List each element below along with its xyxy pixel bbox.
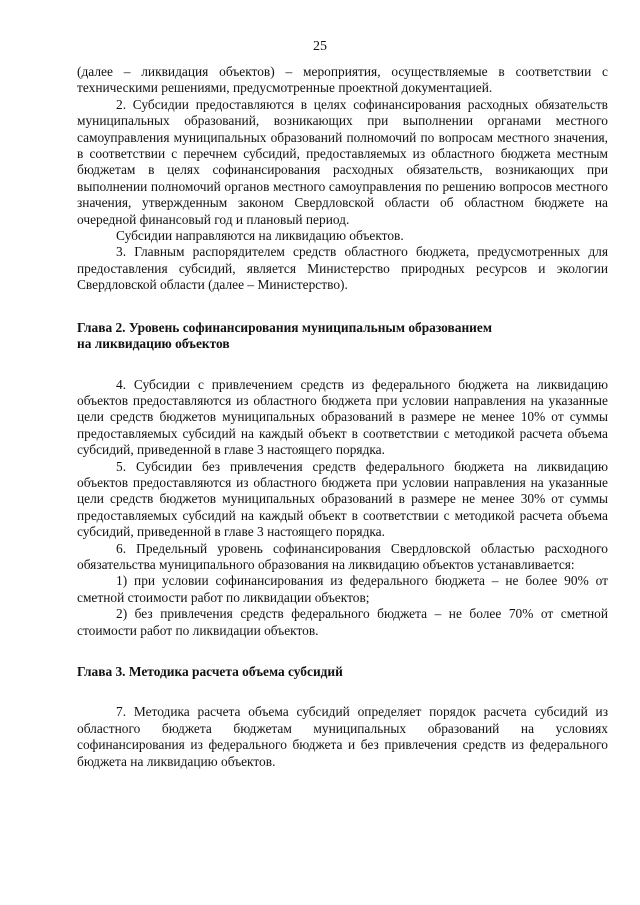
paragraph-7: 7. Методика расчета объема субсидий определяет порядок расчета субсидий из областного бюджета бюджетам муниципальных образований на условиях софинансирования из федерального бюджета и без привлечения средств из федерального бюджета на ликвидацию объектов. [77, 704, 608, 769]
spacer [77, 294, 608, 320]
chapter-3-heading: Глава 3. Методика расчета объема субсидий [77, 664, 343, 679]
page-number: 25 [313, 39, 327, 54]
spacer [77, 639, 608, 664]
paragraph-6-item-1: 1) при условии софинансирования из федерального бюджета – не более 90% от сметной стоимости работ по ликвидации объектов; [77, 573, 608, 605]
paragraph-4: 4. Субсидии с привлечением средств из федерального бюджета на ликвидацию объектов предоставляются из областного бюджета при условии направления на указанные цели средств бюджетов муниципальных образований в размере не менее 10% от суммы предоставляемых субсидий на каждый объект в соответствии с методикой расчета объема субсидий, приведенной в главе 3 настоящего порядка. [77, 376, 608, 458]
paragraph-6: 6. Предельный уровень софинансирования Свердловской областью расходного обязательства муниципального образования на ликвидацию объектов устанавливается: [77, 540, 608, 572]
paragraph-5: 5. Субсидии без привлечения средств федерального бюджета на ликвидацию объектов предоставляются из областного бюджета при условии направления на указанные цели средств бюджетов муниципальных образований в размере не менее 30% от суммы предоставляемых субсидий на каждый объект в соответствии с методикой расчета объема субсидий, приведенной в главе 3 настоящего порядка. [77, 458, 608, 540]
paragraph-2: 2. Субсидии предоставляются в целях софинансирования расходных обязательств муниципальных образований, возникающих при выполнении органами местного самоуправления муниципальных образований полномочий по вопросам местного значения, в соответствии с перечнем субсидий, предоставляемых из областного бюджета местным бюджетам в целях софинансирования расходных обязательств, возникающих при выполнении полномочий органов местного самоуправления по решению вопросов местного значения, утвержденным законом Свердловской области об областном бюджете на очередной финансовый год и плановый период. [77, 96, 608, 227]
spacer [77, 680, 608, 704]
paragraph-continuation: (далее – ликвидация объектов) – мероприятия, осуществляемые в соответствии с техническими решениями, предусмотренные проектной документацией. [77, 64, 608, 96]
document-body [77, 64, 608, 770]
paragraph-2-note: Субсидии направляются на ликвидацию объектов. [116, 228, 404, 244]
chapter-2-heading-line-1: Глава 2. Уровень софинансирования муниципальным образованием [77, 319, 492, 335]
paragraph-6-item-2: 2) без привлечения средств федерального бюджета – не более 70% от сметной стоимости работ по ликвидации объектов. [77, 606, 608, 638]
spacer [77, 353, 608, 377]
paragraph-3: 3. Главным распорядителем средств областного бюджета, предусмотренных для предоставления субсидий, является Министерство природных ресурсов и экологии Свердловской области (далее – Министерство). [77, 244, 608, 293]
chapter-2-heading-line-2: на ликвидацию объектов [77, 336, 230, 352]
